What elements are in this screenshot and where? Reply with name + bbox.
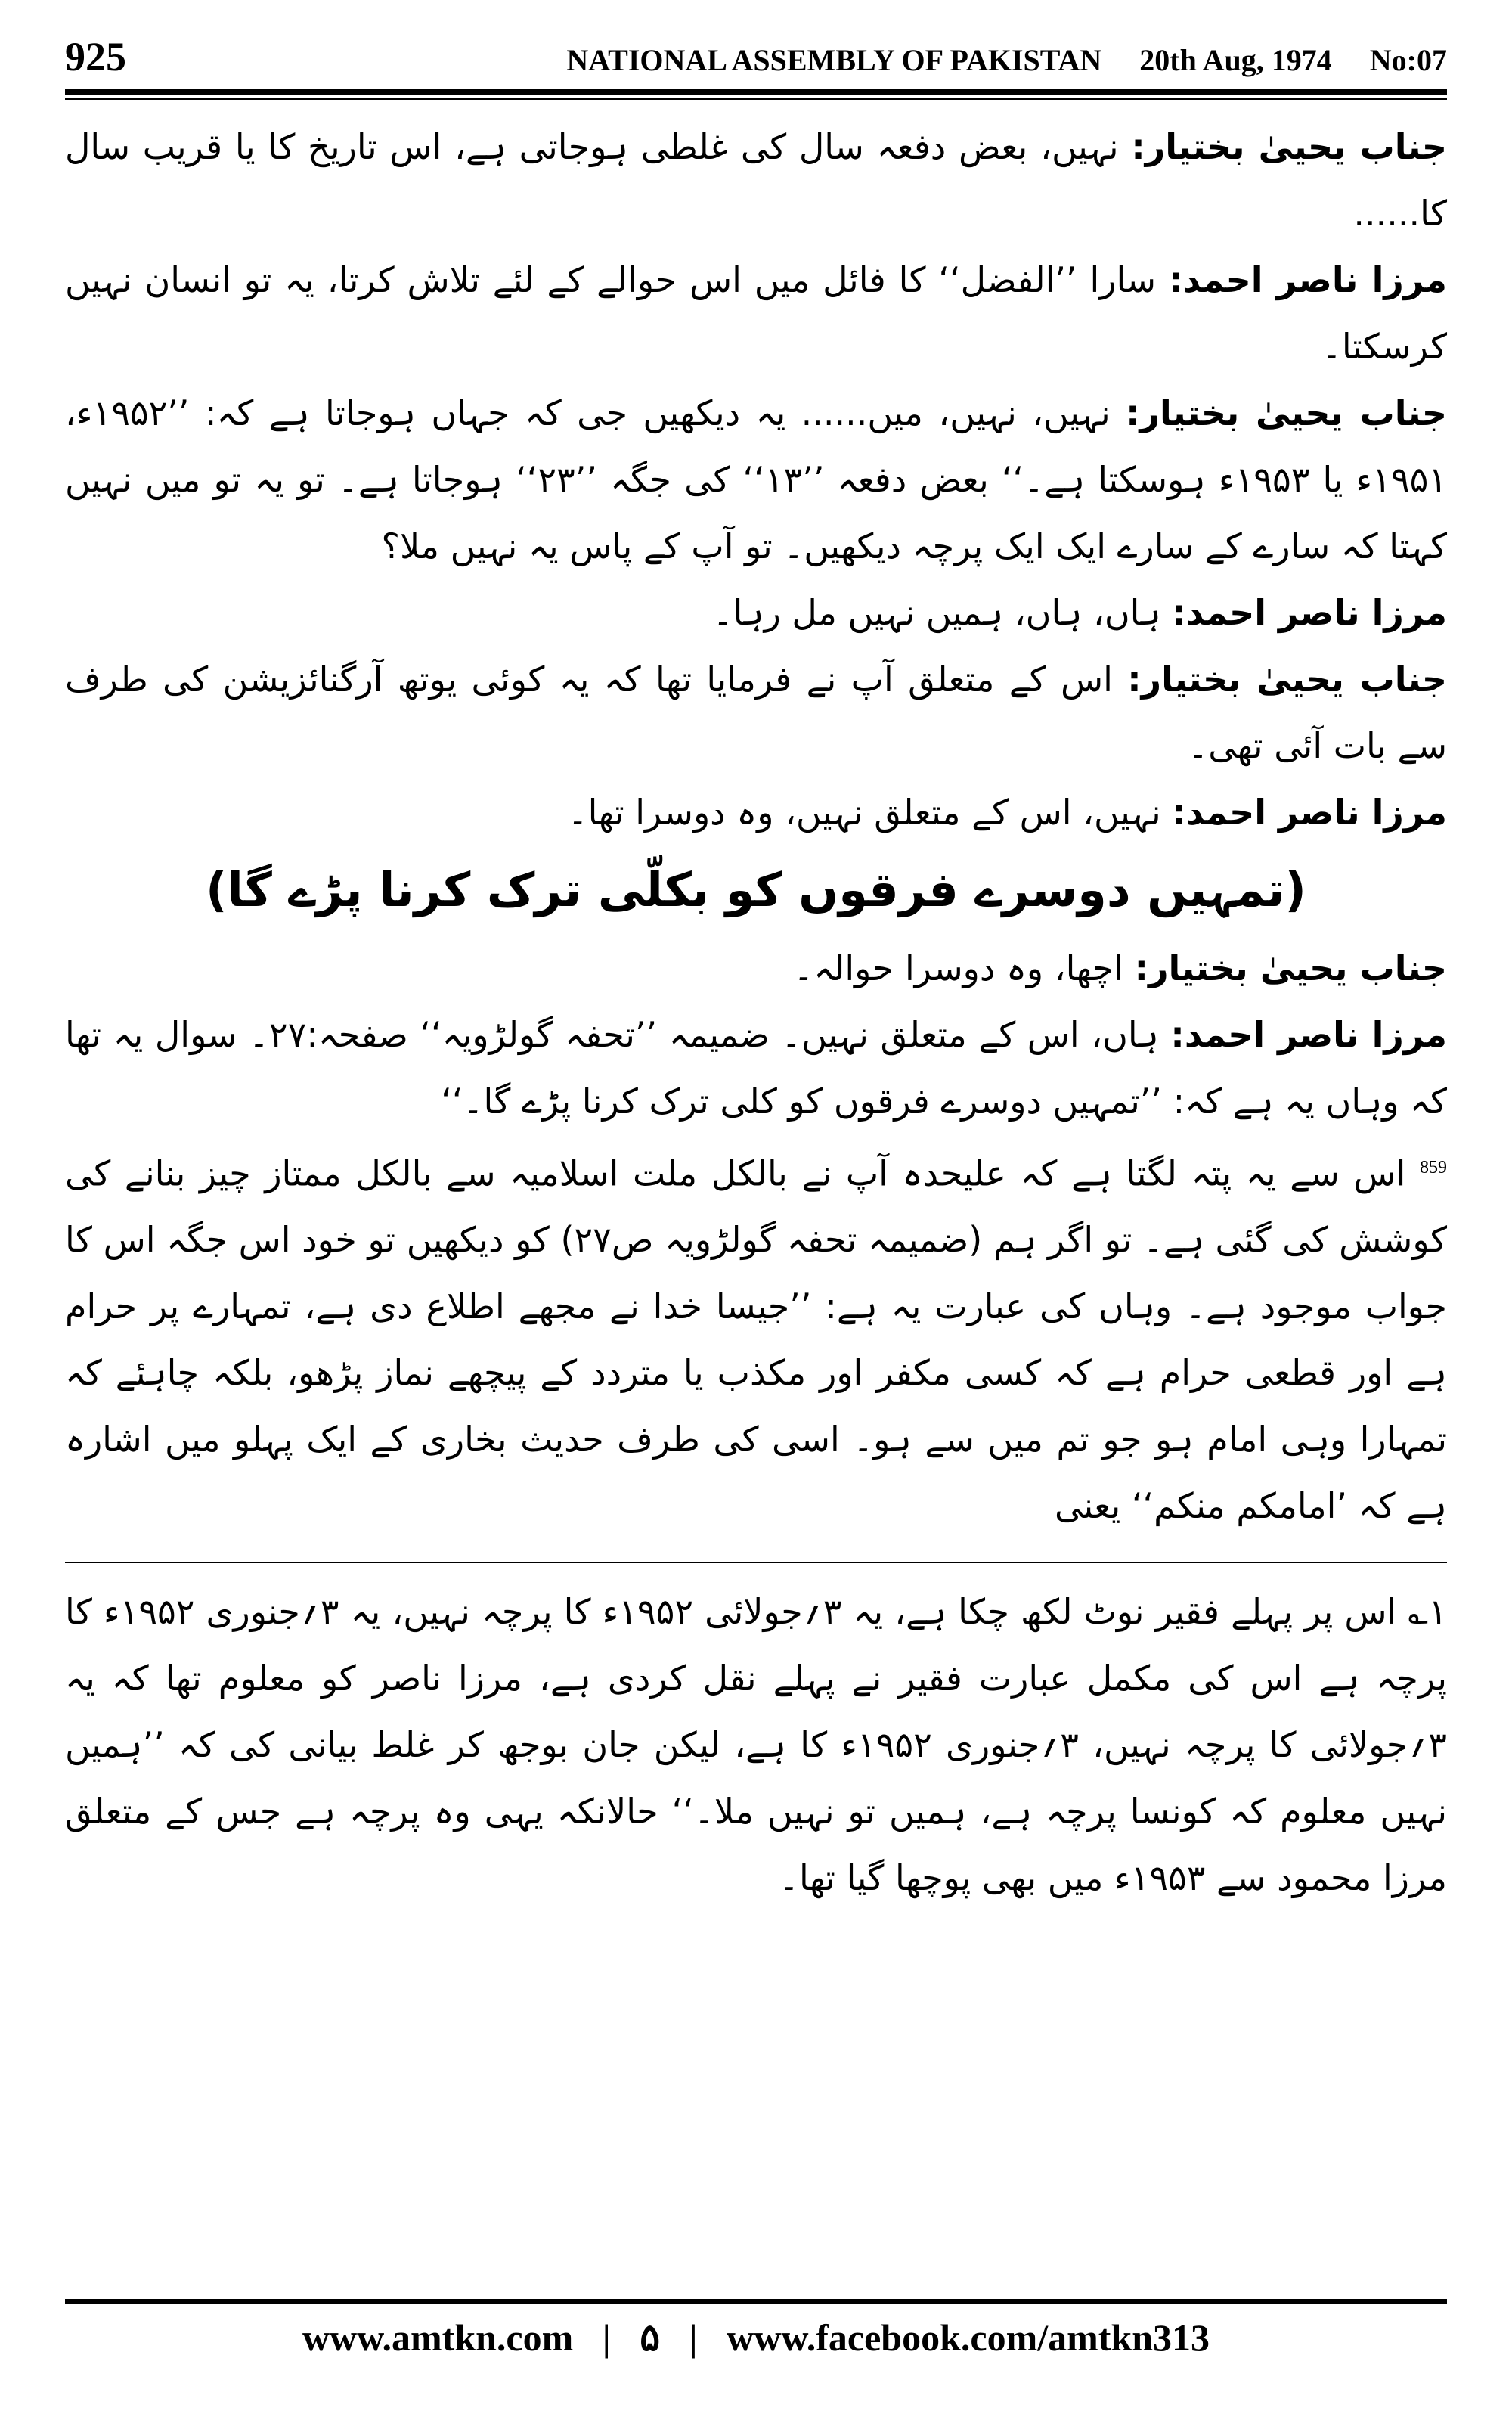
original-page-marker: 859 bbox=[1420, 1158, 1448, 1177]
page-footer bbox=[65, 2316, 1447, 2360]
header-rule-thin bbox=[65, 98, 1447, 100]
footer-divider: | bbox=[602, 2316, 611, 2359]
header-rule bbox=[65, 89, 1447, 95]
publication-title: NATIONAL ASSEMBLY OF PAKISTAN bbox=[566, 43, 1102, 77]
footnote: ۱؎ اس پر پہلے فقیر نوٹ لکھ چکا ہے، یہ ۳؍جولائی ۱۹۵۲ء کا پرچہ نہیں، یہ ۳؍جنوری ۱۹۵۲ء کا پرچہ ہے اس کی مکمل عبارت فقیر نے پہلے نقل کردی ہے، مرزا ناصر کو معلوم تھا کہ یہ ۳؍جولائی کا پرچہ نہیں، ۳؍جنوری ۱۹۵۲ء کا ہے، لیکن جان بوجھ کر غلط بیانی کی کہ ’’ہمیں نہیں معلوم کہ کونسا پرچہ ہے، ہمیں تو نہیں ملا۔‘‘ حالانکہ یہی وہ پرچہ ہے جس کے متعلق مرزا محمود سے ۱۹۵۳ء میں بھی پوچھا گیا تھا۔ bbox=[65, 1591, 1448, 1899]
dialogue-paragraph bbox=[65, 646, 1447, 779]
speaker-name: مرزا ناصر احمد: bbox=[1172, 592, 1447, 633]
dialogue-paragraph bbox=[65, 935, 1447, 1001]
dialogue-paragraph bbox=[65, 380, 1447, 579]
speaker-name: مرزا ناصر احمد: bbox=[1168, 259, 1447, 300]
facebook-link[interactable]: www.facebook.com/amtkn313 bbox=[727, 2316, 1210, 2359]
footer-page-mark: ۵ bbox=[640, 2316, 661, 2359]
speaker-name: جناب یحییٰ بختیار: bbox=[1126, 392, 1448, 433]
speaker-name: مرزا ناصر احمد: bbox=[1172, 792, 1447, 833]
dialogue-paragraph bbox=[65, 113, 1447, 247]
page-body bbox=[65, 113, 1447, 1911]
speaker-name: مرزا ناصر احمد: bbox=[1170, 1014, 1447, 1055]
speech-text: اچھا، وہ دوسرا حوالہ۔ bbox=[793, 948, 1124, 988]
issue-number: No:07 bbox=[1369, 43, 1447, 77]
speech-text: نہیں، نہیں، میں...... یہ دیکھیں جی کہ جہاں ہوجاتا ہے کہ: ’’۱۹۵۲ء، ۱۹۵۱ء یا ۱۹۵۳ء ہوسکتا ہے۔‘‘ بعض دفعہ ’’۱۳‘‘ کی جگہ ’’۲۳‘‘ ہوجاتا ہے۔ تو یہ تو میں نہیں کہتا کہ سارے کے سارے ایک ایک پرچہ دیکھیں۔ تو آپ کے پاس یہ نہیں ملا؟ bbox=[65, 392, 1447, 566]
page-header bbox=[65, 33, 1447, 86]
dialogue-paragraph bbox=[65, 579, 1447, 646]
page-number: 925 bbox=[65, 34, 126, 79]
dialogue-paragraph bbox=[65, 779, 1447, 845]
header-title-block bbox=[566, 42, 1447, 78]
website-link[interactable]: www.amtkn.com bbox=[302, 2316, 574, 2359]
footer-divider: | bbox=[689, 2316, 698, 2359]
speech-text: ہاں، اس کے متعلق نہیں۔ ضمیمہ ’’تحفہ گولڑویہ‘‘ صفحہ:۲۷۔ سوال یہ تھا کہ وہاں یہ ہے کہ: ’’تمہیں دوسرے فرقوں کو کلی ترک کرنا پڑے گا۔‘‘ bbox=[65, 1014, 1447, 1122]
footnote-separator bbox=[65, 1562, 1447, 1563]
main-paragraph-text: اس سے یہ پتہ لگتا ہے کہ علیحدہ آپ نے بالکل ملت اسلامیہ سے بالکل ممتاز چیز بنانے کی کوشش کی گئی ہے۔ تو اگر ہم (ضمیمہ تحفہ گولڑویہ ص۲۷) کو دیکھیں تو خود اس جگہ اس کا جواب موجود ہے۔ وہاں کی عبارت یہ ہے: ’’جیسا خدا نے مجھے اطلاع دی ہے، تمہارے پر حرام ہے اور قطعی حرام ہے کہ کسی مکفر اور مکذب یا متردد کے پیچھے نماز پڑھو، بلکہ چاہئے کہ تمہارا وہی امام ہو جو تم میں سے ہو۔ اسی کی طرف حدیث بخاری کے ایک پہلو میں اشارہ ہے کہ ’امامکم منکم‘‘ یعنی bbox=[65, 1153, 1447, 1527]
speech-text: اس کے متعلق آپ نے فرمایا تھا کہ یہ کوئی یوتھ آرگنائزیشن کی طرف سے بات آئی تھی۔ bbox=[65, 659, 1447, 766]
speech-text: نہیں، اس کے متعلق نہیں، وہ دوسرا تھا۔ bbox=[567, 792, 1161, 833]
footer-rule bbox=[65, 2299, 1447, 2304]
speech-text: نہیں، بعض دفعہ سال کی غلطی ہوجاتی ہے، اس تاریخ کا یا قریب سال کا...... bbox=[65, 126, 1447, 234]
dialogue-paragraph bbox=[65, 247, 1447, 380]
dialogue-paragraph bbox=[65, 1001, 1447, 1134]
speaker-name: جناب یحییٰ بختیار: bbox=[1131, 126, 1448, 167]
speech-text: سارا ’’الفضل‘‘ کا فائل میں اس حوالے کے لئے تلاش کرتا، یہ تو انسان نہیں کرسکتا۔ bbox=[65, 259, 1447, 367]
speaker-name: جناب یحییٰ بختیار: bbox=[1127, 659, 1448, 700]
speaker-name: جناب یحییٰ بختیار: bbox=[1134, 948, 1447, 988]
speech-text: ہاں، ہاں، ہمیں نہیں مل رہا۔ bbox=[712, 592, 1161, 633]
session-date: 20th Aug, 1974 bbox=[1139, 43, 1332, 77]
section-heading: (تمہیں دوسرے فرقوں کو بکلّی ترک کرنا پڑے گا) bbox=[206, 862, 1306, 917]
main-paragraph bbox=[65, 1134, 1447, 1539]
